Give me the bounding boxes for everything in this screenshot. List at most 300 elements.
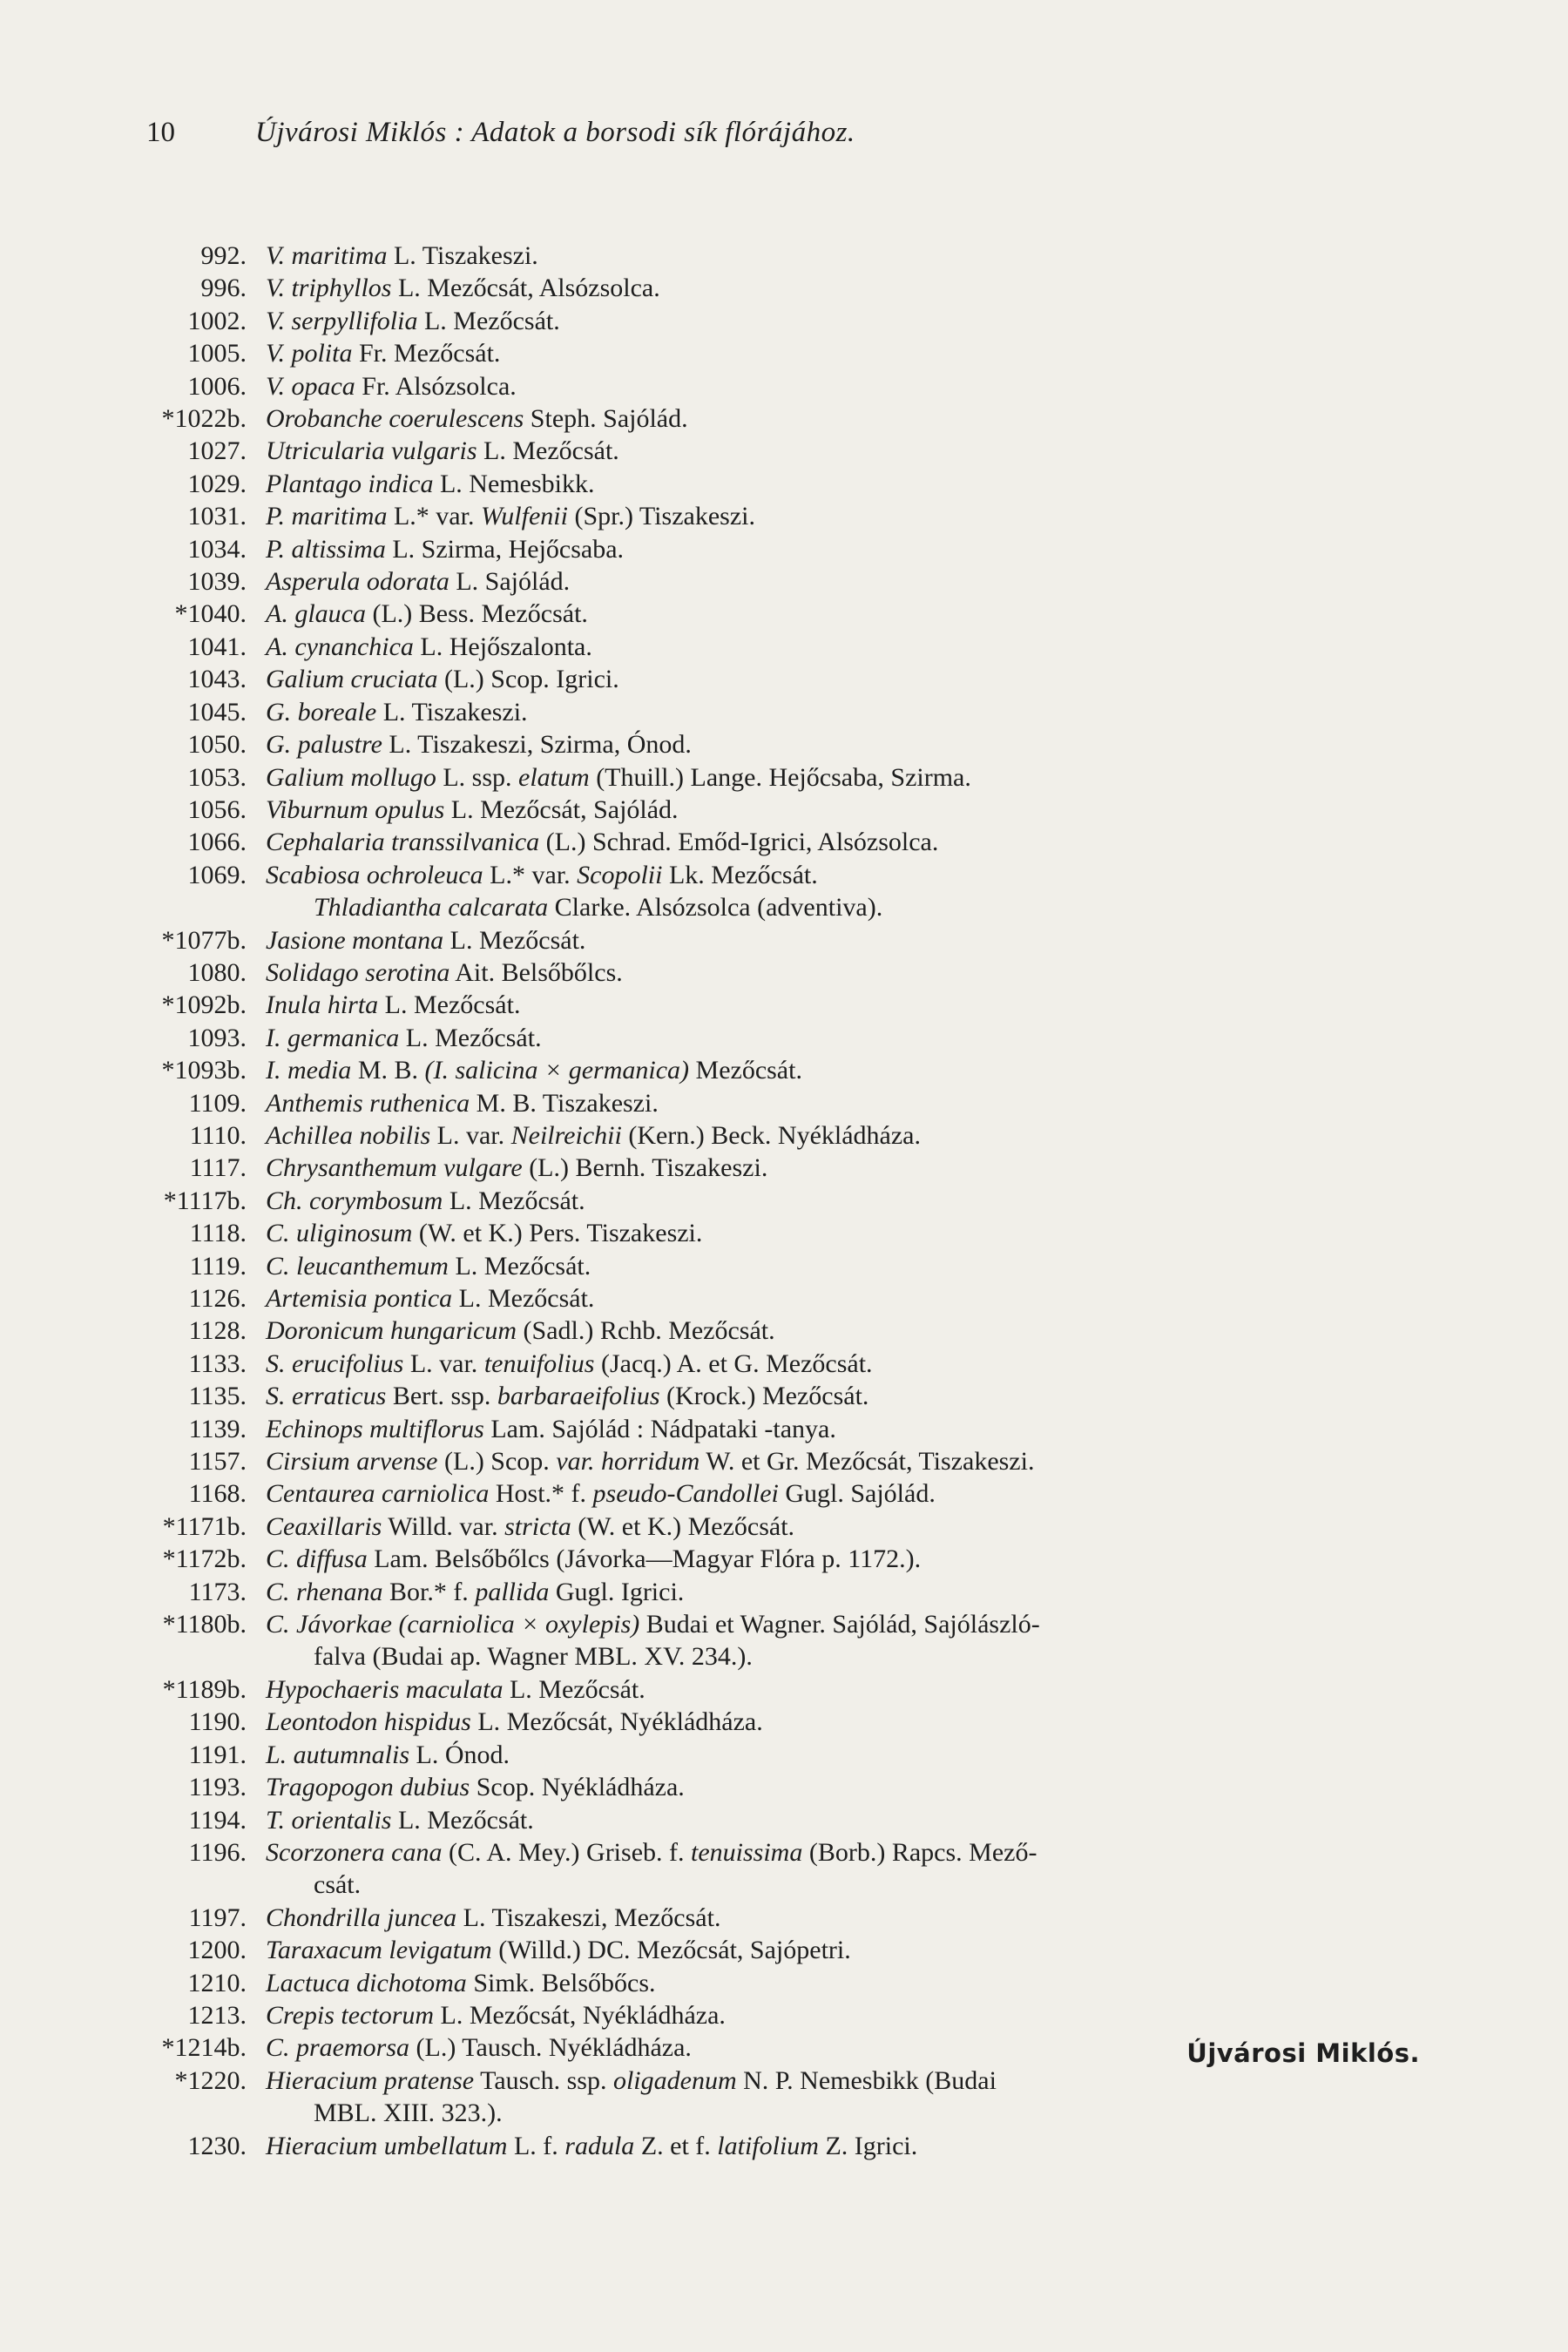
entry-detail: L. Mezőcsát, Sajólád. [444, 794, 679, 824]
list-item [131, 565, 1490, 598]
entry-number: 1168. [188, 1479, 247, 1509]
taxon-name: V. opaca [266, 371, 355, 401]
entry-text [266, 533, 1490, 565]
entry-number: 1196. [188, 1837, 247, 1867]
taxon-name: Chondrilla juncea [266, 1903, 457, 1932]
entry-text [266, 1413, 1490, 1445]
list-item [131, 402, 1490, 435]
taxon-name: stricta [504, 1511, 571, 1541]
taxon-name: Thladiantha calcarata [314, 893, 549, 923]
list-item [131, 631, 1490, 663]
entry-detail: Gugl. Sajólád. [778, 1479, 936, 1509]
entry-number: 992. [200, 241, 247, 270]
list-item [131, 924, 1490, 956]
list-item [131, 468, 1490, 500]
taxon-name: C. diffusa [266, 1544, 368, 1574]
entry-continuation: csát. [314, 1870, 362, 1900]
entry-number: 1069. [187, 860, 247, 889]
entry-number: 1029. [187, 469, 247, 498]
entry-text [266, 631, 1490, 663]
entry-text [266, 794, 1490, 826]
entry-detail: (Spr.) Tiszakeszi. [567, 502, 755, 531]
list-item [131, 1250, 1490, 1282]
entry-number: 1006. [187, 371, 247, 401]
entry-detail: Bert. ssp. [386, 1382, 497, 1411]
entry-text [266, 924, 1490, 956]
entry-detail: (Willd.) DC. Mezőcsát, Sajópetri. [491, 1936, 851, 1965]
taxon-name: Orobanche coerulescens [266, 404, 524, 434]
list-item [131, 1804, 1490, 1836]
list-item [131, 1543, 1490, 1575]
entry-number: 1200. [187, 1936, 247, 1965]
entry-detail: (Thuill.) Lange. Hejőcsaba, Szirma. [589, 762, 971, 792]
taxon-name: tenuifolius [483, 1348, 595, 1378]
entry-detail: Scop. Nyékládháza. [470, 1773, 685, 1802]
list-item [131, 1999, 1490, 2031]
taxon-name: Hieracium umbellatum [266, 2131, 508, 2160]
entry-text [266, 370, 1490, 402]
taxon-name: S. erucifolius [266, 1348, 404, 1378]
taxon-name: V. maritima [266, 241, 388, 270]
entry-number: *1220. [174, 2065, 247, 2095]
entry-detail: Ait. Belsőbőlcs. [449, 957, 623, 987]
entry-number: 1197. [188, 1903, 247, 1932]
entry-detail: L. Mezőcsát. [452, 1284, 595, 1313]
entry-detail: Lam. Sajólád : Nádpataki -tanya. [483, 1414, 836, 1443]
entry-text [266, 891, 1490, 923]
entry-detail: Budai et Wagner. Sajólád, Sajólászló- [639, 1610, 1040, 1639]
entry-number: 1053. [187, 762, 247, 792]
list-item [131, 2130, 1490, 2162]
entry-detail: (Sadl.) Rchb. Mezőcsát. [517, 1316, 775, 1346]
entry-text [266, 1836, 1490, 1902]
list-item [131, 1022, 1490, 1054]
entry-detail: (L.) Scop. Igrici. [437, 665, 619, 694]
entry-text [266, 728, 1490, 760]
entry-text [266, 1348, 1490, 1380]
entry-detail: Fr. Mezőcsát. [352, 339, 501, 368]
taxon-name: pallida [475, 1577, 550, 1606]
entry-number: 1041. [187, 632, 247, 661]
taxon-name: (I. salicina × germanica) [424, 1056, 690, 1085]
taxon-name: Scabiosa ochroleuca [266, 860, 483, 889]
list-item [131, 1706, 1490, 1738]
list-item [131, 1902, 1490, 1934]
list-item [131, 1771, 1490, 1803]
entry-detail: (Borb.) Rapcs. Mező- [802, 1837, 1037, 1867]
taxon-name: C. rhenana [266, 1577, 383, 1606]
entry-detail: N. P. Nemesbikk (Budai [736, 2065, 997, 2095]
list-item [131, 1836, 1490, 1902]
entry-continuation: falva (Budai ap. Wagner MBL. XV. 234.). [314, 1642, 753, 1672]
entry-detail: L. Mezőcsát, Nyékládháza. [470, 1707, 763, 1737]
entry-number: *1040. [174, 599, 247, 629]
list-item [131, 859, 1490, 891]
list-item [131, 663, 1490, 695]
entry-detail: L. var. [430, 1120, 511, 1150]
list-item [131, 728, 1490, 760]
entry-detail: L. Mezőcsát. [378, 990, 521, 1020]
entry-number: 1118. [189, 1219, 247, 1248]
list-item [131, 1380, 1490, 1412]
list-item [131, 1119, 1490, 1152]
entry-detail: L. Mezőcsát, Nyékládháza. [434, 2000, 726, 2030]
entry-number: 1056. [187, 794, 247, 824]
entry-text [266, 598, 1490, 630]
taxon-name: Galium cruciata [266, 665, 438, 694]
entry-number: 1210. [187, 1968, 247, 1997]
entry-detail: L. var. [403, 1348, 484, 1378]
entry-text [266, 305, 1490, 337]
entry-detail: Bor.* f. [382, 1577, 476, 1606]
list-item [131, 1152, 1490, 1184]
taxon-name: Neilreichii [510, 1120, 622, 1150]
entry-number: 1119. [189, 1251, 247, 1281]
entry-text [266, 500, 1490, 532]
entry-detail: L. Hejőszalonta. [413, 632, 592, 661]
taxon-name: Ceaxillaris [266, 1511, 382, 1541]
entry-number: *1022b. [161, 404, 247, 434]
entry-text [266, 565, 1490, 598]
entry-text [266, 761, 1490, 794]
entry-detail: L. Tiszakeszi. [387, 241, 538, 270]
taxon-name: Tragopogon dubius [266, 1773, 470, 1802]
entry-detail: L. Sajólád. [449, 567, 571, 597]
entry-text [266, 1380, 1490, 1412]
taxon-name: elatum [518, 762, 590, 792]
entry-text [266, 1608, 1490, 1673]
entry-text [266, 956, 1490, 989]
entry-detail: (L.) Schrad. Emőd-Igrici, Alsózsolca. [539, 828, 939, 857]
taxon-name: Scopolii [577, 860, 663, 889]
entry-number: 1002. [187, 306, 247, 335]
running-title: Újvárosi Miklós : Adatok a borsodi sík flórájához. [255, 117, 855, 148]
entry-text [266, 1804, 1490, 1836]
taxon-name: radula [564, 2131, 635, 2160]
taxon-name: Inula hirta [266, 990, 379, 1020]
taxon-name: Hieracium pratense [266, 2065, 475, 2095]
entry-text [266, 402, 1490, 435]
entry-text [266, 2130, 1490, 2162]
entry-text [266, 1054, 1490, 1086]
page-number: 10 [146, 117, 175, 148]
taxon-name: S. erraticus [266, 1382, 387, 1411]
entry-text [266, 989, 1490, 1021]
entry-detail: L. Mezőcsát. [417, 306, 560, 335]
list-item [131, 435, 1490, 467]
entry-number: *1214b. [161, 2033, 247, 2063]
entry-number: *1077b. [161, 925, 247, 955]
entry-number: *1117b. [163, 1186, 247, 1215]
entry-detail: L. Tiszakeszi, Mezőcsát. [456, 1903, 721, 1932]
list-item [131, 240, 1490, 272]
list-item [131, 1413, 1490, 1445]
list-item [131, 2065, 1490, 2130]
entry-number: 1027. [187, 436, 247, 466]
entry-detail: L. Mezőcsát. [503, 1674, 645, 1704]
entry-detail: (W. et K.) Pers. Tiszakeszi. [412, 1219, 703, 1248]
entry-number: 1117. [189, 1153, 247, 1183]
entry-detail: Gugl. Igrici. [549, 1577, 685, 1606]
entry-text [266, 1087, 1490, 1119]
taxon-name: Solidago serotina [266, 957, 450, 987]
entry-text [266, 1217, 1490, 1249]
list-item [131, 1185, 1490, 1217]
entry-detail: M. B. Tiszakeszi. [470, 1088, 659, 1118]
entry-number: 1191. [188, 1740, 247, 1769]
entry-number: 1039. [187, 567, 247, 597]
list-item [131, 1054, 1490, 1086]
entry-number: 1157. [188, 1447, 247, 1477]
entry-number: *1172b. [162, 1544, 247, 1574]
entry-text [266, 2065, 1490, 2130]
list-item [131, 696, 1490, 728]
entry-text [266, 272, 1490, 304]
list-item [131, 1576, 1490, 1608]
entry-detail: L. Mezőcsát. [448, 1251, 591, 1281]
entry-number [131, 891, 266, 923]
taxon-name: V. triphyllos [266, 274, 392, 303]
taxon-name: G. palustre [266, 730, 382, 760]
list-item [131, 1348, 1490, 1380]
list-item [131, 1477, 1490, 1510]
list-item [131, 1608, 1490, 1673]
entry-detail: L.* var. [483, 860, 578, 889]
entry-text [266, 1152, 1490, 1184]
entry-text [266, 1673, 1490, 1706]
entry-number: 996. [200, 274, 247, 303]
entry-detail: Lam. Belsőbőlcs (Jávorka—Magyar Flóra p. 1172.). [367, 1544, 922, 1574]
taxon-name: Leontodon hispidus [266, 1707, 471, 1737]
list-item [131, 1282, 1490, 1315]
taxon-name: T. orientalis [266, 1805, 392, 1835]
list-item [131, 826, 1490, 858]
list-item [131, 761, 1490, 794]
entry-detail: (L.) Bess. Mezőcsát. [365, 599, 588, 629]
taxon-name: oligadenum [612, 2065, 737, 2095]
entry-text [266, 1576, 1490, 1608]
taxon-name: Viburnum opulus [266, 794, 445, 824]
entry-text [266, 1250, 1490, 1282]
entry-text [266, 1902, 1490, 1934]
entry-text [266, 663, 1490, 695]
taxon-name: Scorzonera cana [266, 1837, 443, 1867]
taxon-name: Lactuca dichotoma [266, 1968, 467, 1997]
entry-text [266, 1477, 1490, 1510]
taxon-name: C. praemorsa [266, 2033, 410, 2063]
list-item [131, 305, 1490, 337]
entry-number: *1171b. [162, 1511, 247, 1541]
entry-text [266, 1119, 1490, 1152]
entry-detail: L. Mezőcsát. [399, 1023, 542, 1052]
entry-text [266, 240, 1490, 272]
entry-number: 1043. [187, 665, 247, 694]
taxon-name: I. media [266, 1056, 352, 1085]
entry-text [266, 696, 1490, 728]
taxon-name: Jasione montana [266, 925, 444, 955]
entry-detail: L. Tiszakeszi, Szirma, Ónod. [382, 730, 692, 760]
entry-detail: (C. A. Mey.) Griseb. f. [442, 1837, 691, 1867]
entry-text [266, 1511, 1490, 1543]
entry-number: 1126. [188, 1284, 247, 1313]
entry-detail: Tausch. ssp. [474, 2065, 613, 2095]
entry-detail: L. Ónod. [409, 1740, 510, 1769]
entry-text [266, 859, 1490, 891]
taxon-name: Echinops multiflorus [266, 1414, 484, 1443]
list-item [131, 1445, 1490, 1477]
taxon-name: C. Jávorkae (carniolica × oxylepis) [266, 1610, 640, 1639]
list-item [131, 891, 1490, 923]
entry-detail: L. Mezőcsát. [476, 436, 619, 466]
taxon-name: A. cynanchica [266, 632, 414, 661]
entry-text [266, 1739, 1490, 1771]
taxon-name: Cirsium arvense [266, 1447, 438, 1477]
entry-number: 1173. [188, 1577, 247, 1606]
entry-continuation: MBL. XIII. 323.). [314, 2099, 503, 2128]
entry-number: *1189b. [162, 1674, 247, 1704]
entry-text [266, 1934, 1490, 1966]
entry-detail: L.* var. [387, 502, 481, 531]
entry-detail: Simk. Belsőbőcs. [466, 1968, 656, 1997]
taxon-name: pseudo-Candollei [592, 1479, 779, 1509]
entry-text [266, 1999, 1490, 2031]
entry-number: 1110. [189, 1120, 247, 1150]
list-item [131, 989, 1490, 1021]
taxon-name: Wulfenii [480, 502, 568, 531]
list-item [131, 500, 1490, 532]
taxon-name: Plantago indica [266, 469, 434, 498]
entry-detail: L. Mezőcsát. [391, 1805, 534, 1835]
entry-detail: L. Mezőcsát. [443, 925, 586, 955]
taxon-name: G. boreale [266, 697, 377, 727]
entry-number: 1005. [187, 339, 247, 368]
list-item [131, 1934, 1490, 1966]
entry-detail: W. et Gr. Mezőcsát, Tiszakeszi. [700, 1447, 1035, 1477]
entry-detail: Mezőcsát. [689, 1056, 802, 1085]
entry-detail: (Jacq.) A. et G. Mezőcsát. [594, 1348, 873, 1378]
entry-number: 1066. [187, 828, 247, 857]
list-item [131, 337, 1490, 369]
entry-detail: (L.) Scop. [437, 1447, 557, 1477]
entry-number: 1109. [188, 1088, 247, 1118]
entry-detail: L. Mezőcsát. [443, 1186, 585, 1215]
entry-text [266, 1771, 1490, 1803]
entry-detail: (Krock.) Mezőcsát. [659, 1382, 869, 1411]
taxon-name: tenuissima [691, 1837, 803, 1867]
entry-detail: Willd. var. [382, 1511, 505, 1541]
entry-number: 1139. [188, 1414, 247, 1443]
entry-number: 1230. [187, 2131, 247, 2160]
taxon-name: Achillea nobilis [266, 1120, 431, 1150]
list-item [131, 1087, 1490, 1119]
taxon-name: P. altissima [266, 534, 386, 564]
entry-number: 1045. [187, 697, 247, 727]
taxon-name: V. serpyllifolia [266, 306, 418, 335]
list-item [131, 794, 1490, 826]
taxon-name: latifolium [717, 2131, 819, 2160]
entry-detail: L. Tiszakeszi. [376, 697, 528, 727]
taxon-name: Ch. corymbosum [266, 1186, 443, 1215]
taxon-name: C. uliginosum [266, 1219, 413, 1248]
entry-text [266, 1022, 1490, 1054]
taxon-name: I. germanica [266, 1023, 400, 1052]
entry-detail: Clarke. Alsózsolca (adventiva). [548, 893, 883, 923]
entry-detail: Fr. Alsózsolca. [355, 371, 517, 401]
entry-number: *1093b. [161, 1056, 247, 1085]
taxon-name: Crepis tectorum [266, 2000, 435, 2030]
entry-text [266, 1706, 1490, 1738]
taxon-name: Taraxacum levigatum [266, 1936, 492, 1965]
entry-text [266, 337, 1490, 369]
entry-number: 1080. [187, 957, 247, 987]
taxon-name: var. horridum [556, 1447, 700, 1477]
entry-text [266, 1445, 1490, 1477]
entry-number: 1128. [188, 1316, 247, 1346]
list-item [131, 533, 1490, 565]
entry-detail: Z. et f. [634, 2131, 718, 2160]
entry-detail: M. B. [351, 1056, 425, 1085]
entry-number: 1135. [188, 1382, 247, 1411]
taxon-name: C. leucanthemum [266, 1251, 449, 1281]
entry-text [266, 1543, 1490, 1575]
list-item [131, 1739, 1490, 1771]
taxon-name: Utricularia vulgaris [266, 436, 477, 466]
taxon-name: L. autumnalis [266, 1740, 410, 1769]
species-list [131, 240, 1490, 2162]
taxon-name: Galium mollugo [266, 762, 436, 792]
entry-detail: L. Nemesbikk. [433, 469, 595, 498]
taxon-name: Doronicum hungaricum [266, 1316, 517, 1346]
entry-detail: L. Szirma, Hejőcsaba. [385, 534, 625, 564]
entry-number: *1180b. [162, 1610, 247, 1639]
entry-detail: L. f. [507, 2131, 565, 2160]
entry-number: 1213. [187, 2000, 247, 2030]
entry-number: 1133. [188, 1348, 247, 1378]
entry-detail: (W. et K.) Mezőcsát. [571, 1511, 795, 1541]
taxon-name: A. glauca [266, 599, 366, 629]
taxon-name: Asperula odorata [266, 567, 449, 597]
entry-number: 1190. [188, 1707, 247, 1737]
taxon-name: P. maritima [266, 502, 388, 531]
entry-number: *1092b. [161, 990, 247, 1020]
taxon-name: Artemisia pontica [266, 1284, 453, 1313]
list-item [131, 370, 1490, 402]
entry-detail: Steph. Sajólád. [524, 404, 688, 434]
list-item [131, 1511, 1490, 1543]
entry-text [266, 1315, 1490, 1347]
entry-text [266, 1185, 1490, 1217]
entry-number: 1194. [188, 1805, 247, 1835]
entry-number: 1031. [187, 502, 247, 531]
page-header [146, 115, 1279, 150]
taxon-name: Centaurea carniolica [266, 1479, 490, 1509]
taxon-name: barbaraeifolius [497, 1382, 660, 1411]
entry-text [266, 1967, 1490, 1999]
list-item [131, 272, 1490, 304]
list-item [131, 598, 1490, 630]
list-item [131, 1673, 1490, 1706]
list-item [131, 1217, 1490, 1249]
entry-text [266, 1282, 1490, 1315]
entry-text [266, 468, 1490, 500]
entry-detail: (L.) Tausch. Nyékládháza. [409, 2033, 692, 2063]
taxon-name: V. polita [266, 339, 353, 368]
taxon-name: Cephalaria transsilvanica [266, 828, 540, 857]
entry-detail: Lk. Mezőcsát. [662, 860, 818, 889]
taxon-name: Hypochaeris maculata [266, 1674, 504, 1704]
taxon-name: Chrysanthemum vulgare [266, 1153, 523, 1183]
entry-detail: (Kern.) Beck. Nyékládháza. [621, 1120, 921, 1150]
